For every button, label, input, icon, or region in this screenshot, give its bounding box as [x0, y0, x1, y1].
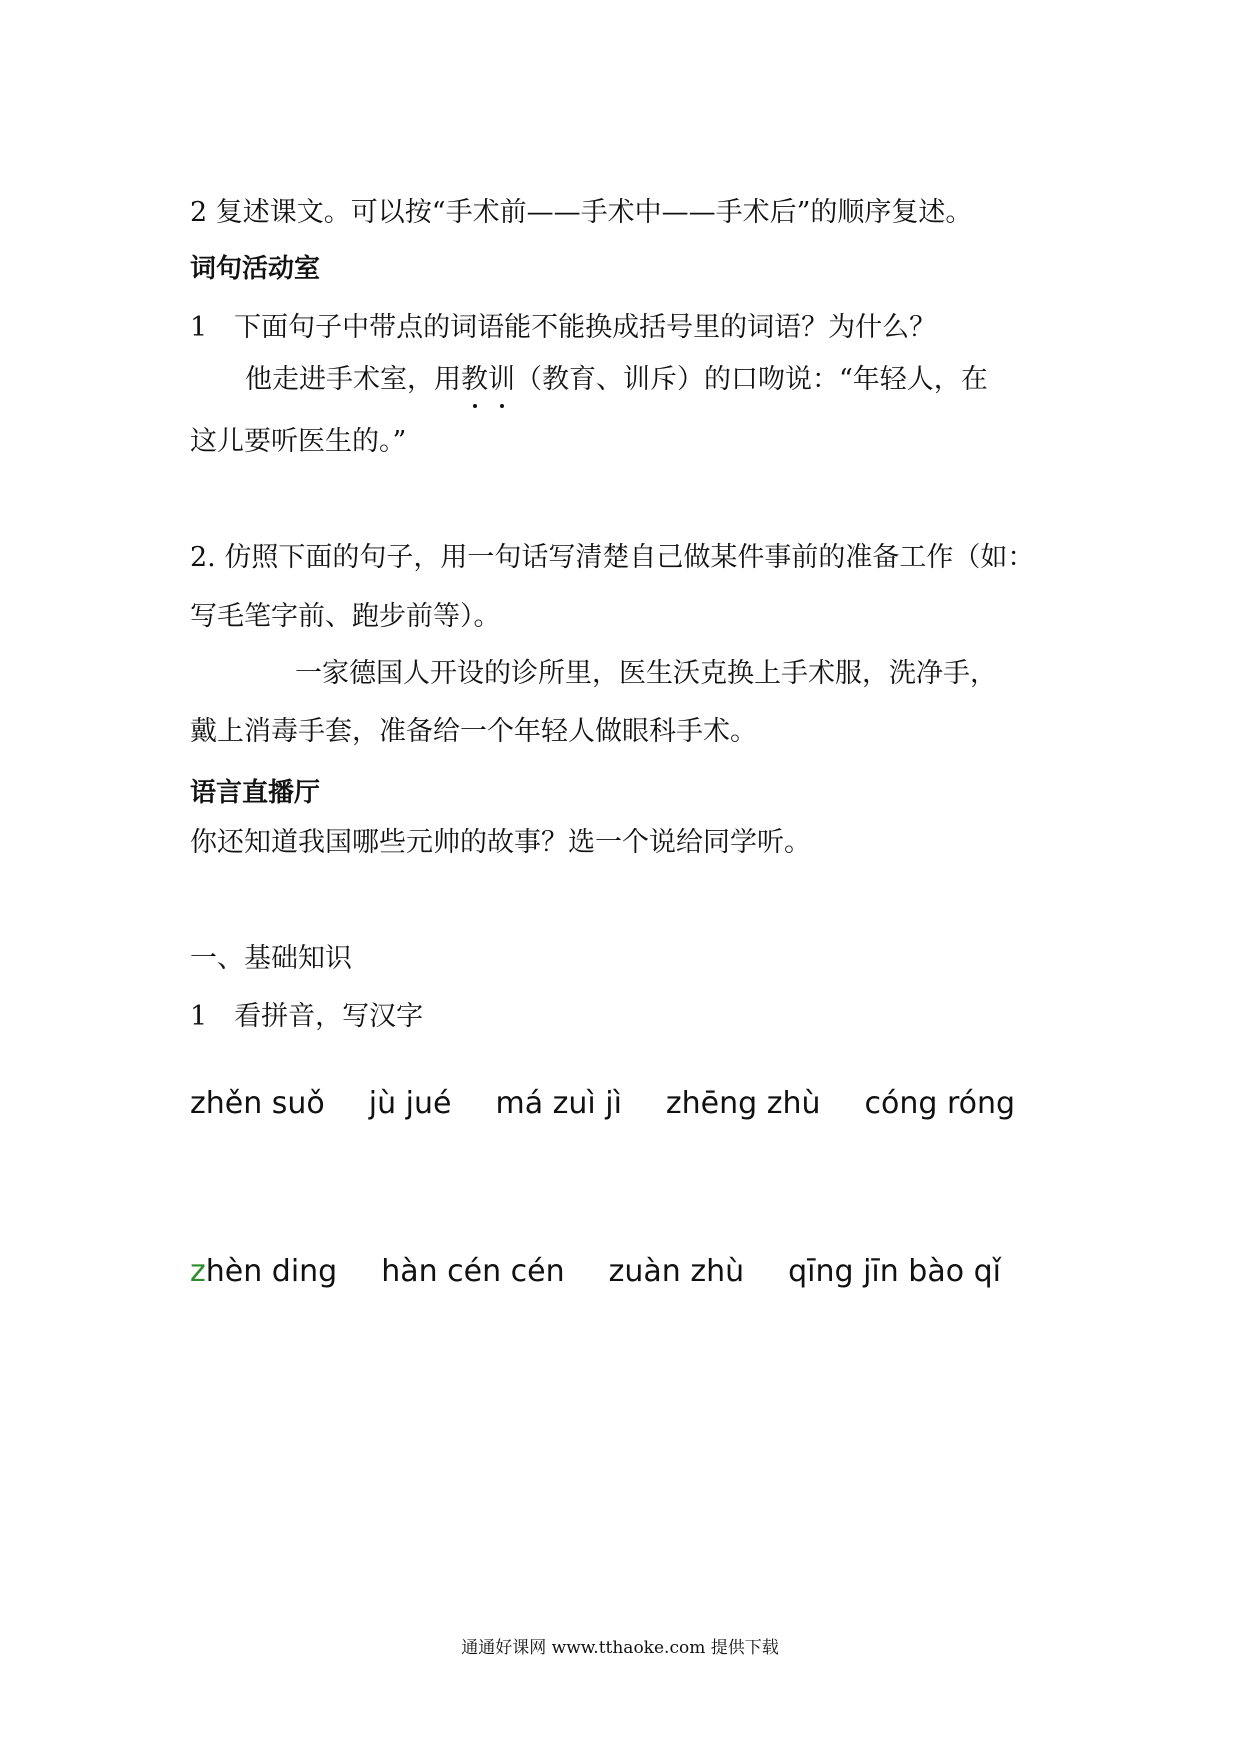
basics-question-1: 1 看拼音，写汉字	[190, 1001, 424, 1032]
pinyin-word: zhèn ding	[190, 1254, 338, 1289]
dotted-char-1: 教	[461, 362, 488, 398]
question-2-example-line-2: 戴上消毒手套，准备给一个年轻人做眼科手术。	[190, 716, 757, 747]
emphasis-dot	[500, 404, 504, 408]
emphasis-dot	[473, 404, 477, 408]
pinyin-word: cóng róng	[864, 1086, 1016, 1121]
basics-heading: 一、基础知识	[190, 943, 352, 974]
pinyin-word: má zuì jì	[495, 1086, 622, 1121]
sentence-before: 他走进手术室，用	[245, 364, 461, 395]
retell-instruction: 2 复述课文。可以按“手术前——手术中——手术后”的顺序复述。	[190, 197, 973, 228]
pinyin-word: hàn cén cén	[381, 1254, 565, 1289]
speech-hall-heading: 语言直播厅	[190, 778, 321, 808]
pinyin-accent-letter: z	[190, 1254, 206, 1289]
pinyin-word: zhēng zhù	[665, 1086, 821, 1121]
pinyin-word: jù jué	[368, 1086, 452, 1121]
word-activity-heading: 词句活动室	[190, 254, 321, 284]
question-2-example-line-1: 一家德国人开设的诊所里，医生沃克换上手术服，洗净手，	[295, 658, 997, 689]
dotted-char-2: 训	[488, 362, 515, 398]
pinyin-word: zhěn suǒ	[190, 1086, 325, 1121]
pinyin-row-1	[190, 1084, 1059, 1124]
question-1-sentence-cont: 这儿要听医生的。”	[190, 426, 407, 457]
question-2-prompt-line-2: 写毛笔字前、跑步前等）。	[190, 601, 501, 632]
question-1-sentence	[245, 362, 988, 398]
sentence-after: （教育、训斥）的口吻说：“年轻人，在	[515, 364, 988, 395]
question-2-prompt-line-1: 2. 仿照下面的句子，用一句话写清楚自己做某件事前的准备工作（如：	[190, 542, 1035, 573]
page-footer: 通通好课网 www.tthaoke.com 提供下载	[461, 1638, 779, 1658]
pinyin-word: qīng jīn bào qǐ	[788, 1254, 1001, 1289]
speech-hall-text: 你还知道我国哪些元帅的故事？选一个说给同学听。	[190, 827, 811, 858]
pinyin-row-2	[190, 1252, 1045, 1292]
pinyin-word: zuàn zhù	[608, 1254, 745, 1289]
question-1-prompt: 1 下面句子中带点的词语能不能换成括号里的词语？为什么？	[190, 312, 937, 343]
